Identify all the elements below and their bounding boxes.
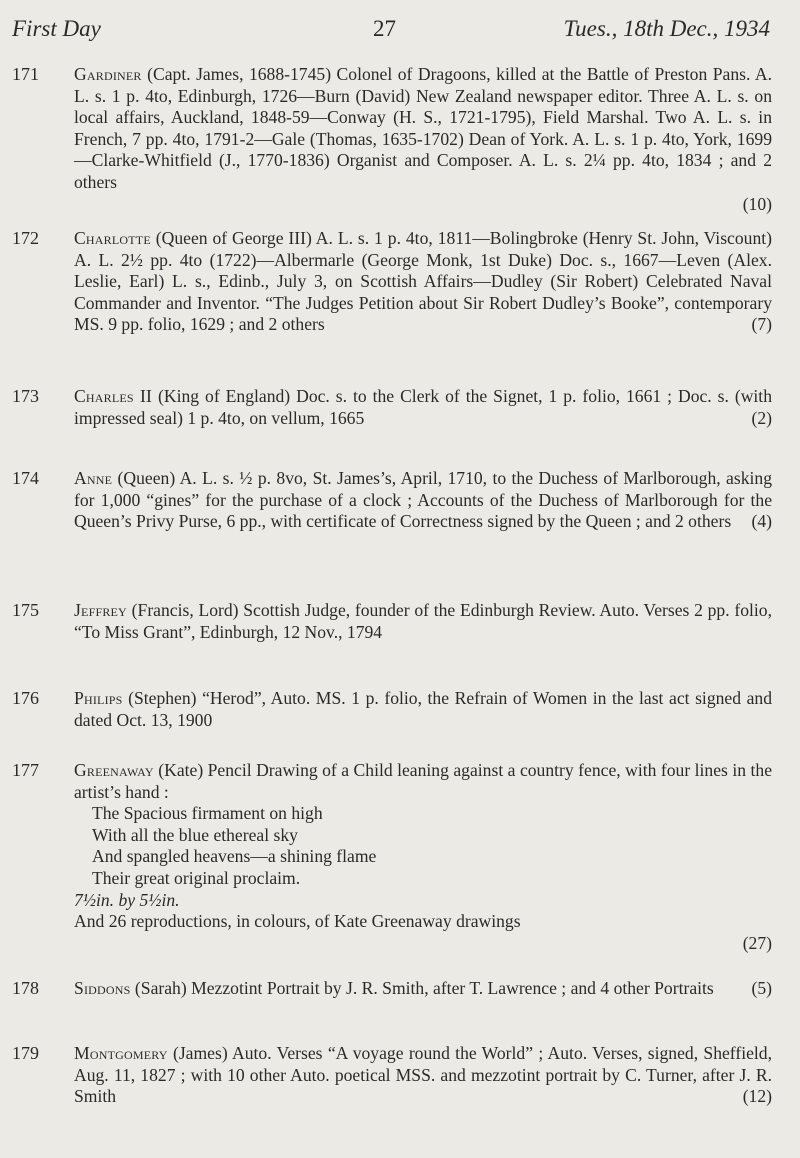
lot-count: (27) (742, 932, 772, 953)
lot-description: (Queen of George III) A. L. s. 1 p. 4to, 1811—Bolingbroke (Henry St. John, Viscount) A. L. 2½ pp. 4to (1722)—Albermarle (George Monk, 1st Duke) Doc. s., 1667—Leven (Alex. Leslie, Earl) L. s., Edinb., July 3, on Scottish Affairs—Dudley (Sir Robert) Celebrated Naval Commander and Inventor. “The Judges Petition about Sir Robert Dudley’s Booke”, contemporary MS. 9 pp. folio, 1629 ; and 2 others (74, 228, 772, 335)
lot-name: Greenaway (74, 760, 154, 780)
lot-description: (Kate) Pencil Drawing of a Child leaning against a country fence, with four lines in the artist’s hand : (74, 760, 772, 802)
poem-line: The Spacious firmament on high (92, 803, 323, 824)
lot-name: Anne (74, 468, 113, 488)
lot-extra: And 26 reproductions, in colours, of Kate Greenaway drawings (74, 911, 521, 932)
lot-number: 177 (12, 760, 39, 780)
lot-number: 173 (12, 386, 39, 406)
lot-name: Jeffrey (74, 600, 127, 620)
lot-name: Charles II (74, 386, 153, 406)
lot-entry (12, 228, 772, 336)
poem-line: And spangled heavens—a shining flame (92, 846, 377, 867)
lot-number: 172 (12, 228, 39, 248)
lot-number: 175 (12, 600, 39, 620)
poem-line: Their great original proclaim. (92, 867, 301, 888)
lot-entry (12, 64, 772, 215)
lot-description: (Capt. James, 1688-1745) Colonel of Dragoons, killed at the Battle of Preston Pans. A. L. s. 1 p. 4to, Edinburgh, 1726—Burn (David) New Zealand newspaper editor. Three A. L. s. on local affairs, Auckland, 1848-59—Conway (H. S., 1721-1795), Field Marshal. Two A. L. s. in French, 7 pp. 4to, 1791-2—Gale (Thomas, 1635-1702) Dean of York. A. L. s. 1 p. 4to, York, 1699—Clarke-Whitfield (J., 1770-1836) Organist and Composer. A. L. s. 2¼ pp. 4to, 1834 ; and 2 others (74, 64, 772, 192)
poem-line: With all the blue ethereal sky (92, 824, 298, 845)
lot-name: Charlotte (74, 228, 151, 248)
lot-number: 179 (12, 1043, 39, 1063)
lot-number: 174 (12, 468, 39, 488)
lot-entry (12, 386, 772, 429)
lot-entry (12, 688, 772, 731)
lot-name: Siddons (74, 978, 131, 998)
lot-description: (Stephen) “Herod”, Auto. MS. 1 p. folio, the Refrain of Women in the last act signed and dated Oct. 13, 1900 (74, 688, 772, 730)
lot-entry (12, 600, 772, 643)
page-header (12, 16, 770, 46)
lot-count: (12) (742, 1086, 772, 1107)
lot-number: 171 (12, 64, 39, 84)
lot-entry (12, 978, 772, 1000)
lot-number: 176 (12, 688, 39, 708)
lot-description: (Queen) A. L. s. ½ p. 8vo, St. James’s, April, 1710, to the Duchess of Marlborough, asking for 1,000 “gines” for the purchase of a clock ; Accounts of the Duchess of Marlborough for the Queen’s Privy Purse, 6 pp., with certificate of Correctness signed by the Queen ; and 2 others (74, 468, 772, 532)
lot-count: (4) (751, 511, 772, 532)
lot-description: (King of England) Doc. s. to the Clerk of the Signet, 1 p. folio, 1661 ; Doc. s. (with impressed seal) 1 p. 4to, on vellum, 1665 (74, 386, 772, 428)
poem-verse (92, 803, 772, 889)
lot-entry (12, 468, 772, 533)
lot-entry (12, 1043, 772, 1108)
lot-entry (12, 760, 772, 954)
lot-name: Philips (74, 688, 123, 708)
sale-day: First Day (12, 16, 101, 41)
lot-name: Montgomery (74, 1043, 168, 1063)
sale-date: Tues., 18th Dec., 1934 (563, 16, 770, 41)
page-number: 27 (373, 16, 396, 41)
drawing-dimensions: 7½in. by 5½in. (74, 889, 180, 910)
lot-count: (7) (751, 314, 772, 335)
lot-name: Gardiner (74, 64, 142, 84)
lot-count: (5) (751, 978, 772, 998)
lot-description: (James) Auto. Verses “A voyage round the World” ; Auto. Verses, signed, Sheffield, Aug. 11, 1827 ; with 10 other Auto. poetical MSS. and mezzotint portrait by C. Turner, after J. R. Smith (74, 1043, 772, 1107)
lot-number: 178 (12, 978, 39, 998)
lot-description: (Francis, Lord) Scottish Judge, founder of the Edinburgh Review. Auto. Verses 2 pp. folio, “To Miss Grant”, Edinburgh, 12 Nov., 1794 (74, 600, 772, 642)
lot-count: (10) (742, 193, 772, 214)
lot-count: (2) (751, 407, 772, 428)
lot-description: (Sarah) Mezzotint Portrait by J. R. Smith, after T. Lawrence ; and 4 other Portraits (130, 978, 714, 998)
